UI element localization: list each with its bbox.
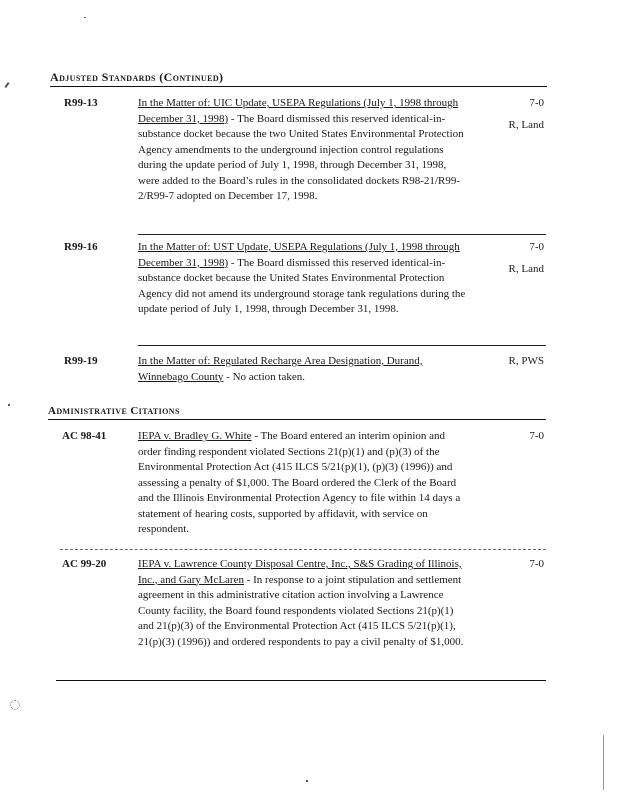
scan-speck <box>8 404 10 406</box>
scan-speck <box>10 700 20 710</box>
entry-note: R, PWS <box>508 355 544 367</box>
docket-number: R99-19 <box>64 355 98 367</box>
case-caption: In the Matter of: UST Update, USEPA Regulations (July 1, 1998 through December 31, 1998) <box>138 241 460 269</box>
docket-number: AC 99-20 <box>62 558 107 570</box>
case-summary: - The Board dismissed this reserved identical-in-substance docket because the United States Environmental Protection Agency did not amend its underground storage tank regulations during the update period of July 1, 1998, through December 31, 1998. <box>138 256 466 315</box>
case-summary: - The Board dismissed this reserved identical-in-substance docket because the two United States Environmental Protection Agency amendments to the underground injection control regulations during the update period of July 1, 1998, through December 31, 1998, were added to the Board’s rules in the consolidated dockets R98-21/R99-2/R99-7 adopted on December 17, 1998. <box>138 112 464 202</box>
case-summary: - In response to a joint stipulation and settlement agreement in this administrative citation action involving a Lawrence County facility, the Board found respondents violated Sections 21(p)(1) and 21(p)(3) of the Environmental Protection Act (415 ILCS 5/21(p)(1), 21(p)(3) (1996)) and ordered respondents to pay a civil penalty of $1,000. <box>138 573 464 648</box>
vote-count: 7-0 <box>529 97 544 109</box>
docket-number: R99-13 <box>64 97 98 109</box>
entry-note: R, Land <box>508 263 544 275</box>
entry-note: R, Land <box>508 119 544 131</box>
docket-number: R99-16 <box>64 241 98 253</box>
entry-description <box>138 557 470 650</box>
vote-count: 7-0 <box>529 558 544 570</box>
section-heading-administrative-citations: Administrative Citations <box>48 405 180 417</box>
case-caption: In the Matter of: Regulated Recharge Area Designation, Durand, Winnebago County <box>138 355 423 383</box>
scan-speck <box>4 82 9 88</box>
entry-description <box>138 354 470 385</box>
case-summary: - The Board entered an interim opinion and order finding respondent violated Sections 21(p)(1) and (p)(3) of the Environmental Protection Act (415 ILCS 5/21(p)(1), (p)(3) (1996)) and assessing a penalty of $1,000. The Board ordered the Clerk of the Board and the Illinois Environmental Protection Agency to file within 14 days a statement of hearing costs, supported by affidavit, with service on respondent. <box>138 430 461 535</box>
docket-number: AC 98-41 <box>62 430 107 442</box>
page-bottom-rule <box>56 680 546 681</box>
case-caption: In the Matter of: UIC Update, USEPA Regulations (July 1, 1998 through December 31, 1998) <box>138 97 459 125</box>
entry-description <box>138 240 470 318</box>
scan-speck <box>84 17 86 18</box>
vote-count: 7-0 <box>529 241 544 253</box>
case-caption: IEPA v. Lawrence County Disposal Centre, Inc., S&S Grading of Illinois, Inc., and Gary McLaren <box>138 558 462 586</box>
entry-divider <box>138 345 546 346</box>
entry-divider <box>138 234 546 235</box>
section-divider <box>50 86 547 87</box>
entry-divider <box>60 549 546 550</box>
scan-edge-mark <box>603 735 604 790</box>
vote-count: 7-0 <box>529 430 544 442</box>
section-heading-adjusted-standards: Adjusted Standards (Continued) <box>50 70 224 84</box>
scan-speck <box>306 780 308 782</box>
section-divider <box>48 419 546 420</box>
case-caption: IEPA v. Bradley G. White <box>138 430 252 442</box>
entry-description <box>138 96 470 205</box>
entry-description <box>138 429 470 538</box>
case-summary: - No action taken. <box>223 370 305 383</box>
